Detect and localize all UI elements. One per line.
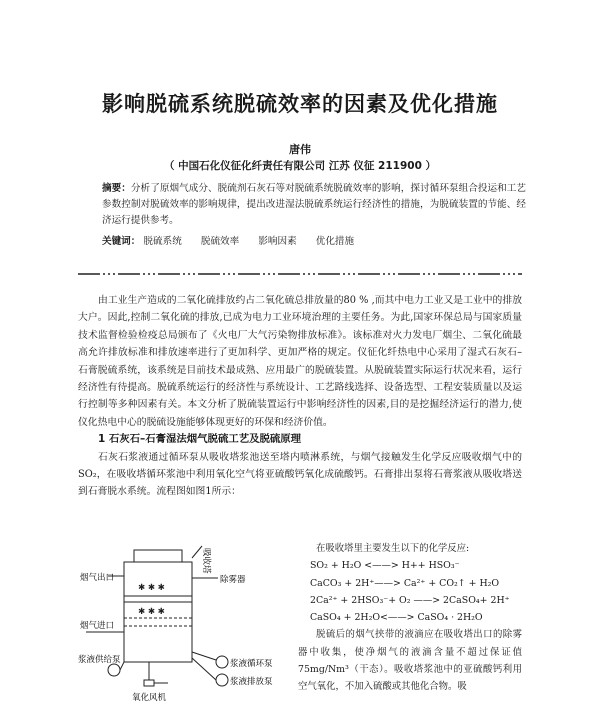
equation: CaSO₄ + 2H₂O<——> CaSO₄ · 2H₂O bbox=[310, 612, 483, 624]
author-affiliation: （ 中国石化仪征化纤责任有限公司 江苏 仪征 211900 ） bbox=[163, 160, 437, 172]
keywords bbox=[102, 233, 526, 247]
author-name: 唐伟 bbox=[289, 143, 311, 156]
right-column bbox=[298, 540, 522, 696]
abstract bbox=[102, 181, 526, 229]
diagram-svg bbox=[78, 540, 286, 705]
recirc-pump-symbol bbox=[216, 656, 228, 668]
keyword: 脱硫效率 bbox=[200, 236, 240, 247]
abstract-label: 摘要： bbox=[102, 183, 131, 194]
label-slurry-supply: 浆液供给泵 bbox=[78, 655, 121, 665]
paragraph-intro: 由工业生产造成的二氧化硫排放约占二氧化硫总排放量的80 % ,而其中电力工业又是工业中的排放大户。因此,控制二氧化硫的排放,已成为电力工业环境治理的主要任务。为此,国家环保总局与国家质量技术监督检验检疫总局颁布了《火电厂大气污染物排放标准》。该标准对火力发电厂烟尘、二氧化硫最高允许排放标准和排放速率进行了更加科学、更加严格的规定。仪征化纤热电中心采用了湿式石灰石–石膏脱硫系统，该系统是目前技术最成熟、应用最广的脱硫装置。从脱硫装置实际运行状况来看，运行经济性有待提高。脱硫系统运行的经济性与系统设计、工艺路线选择、设备选型、工程安装质量以及运行控制等多种因素有关。本文分析了脱硫装置运行中影响经济性的因素,目的是挖掘经济运行的潜力,使仪化热电中心的脱硫设施能够体现更好的环保和经济价值。 bbox=[78, 295, 522, 428]
paragraph-demister: 脱硫后的烟气挟带的液滴应在吸收塔出口的除雾器中收集，使净烟气的液滴含量不超过保证值75mg/Nm³（干态）。吸收塔浆池中的亚硫酸钙利用空气氧化，不加入硫酸或其他化合物。吸 bbox=[298, 629, 522, 693]
body-text bbox=[78, 292, 522, 501]
label-recirc-pump: 浆液循环泵 bbox=[230, 659, 273, 669]
label-oxidation-fan: 氧化风机 bbox=[132, 693, 167, 703]
label-flue-in: 烟气进口 bbox=[80, 621, 115, 631]
discharge-pump-symbol bbox=[216, 674, 228, 686]
section-divider bbox=[78, 271, 522, 277]
tower-top-outlet bbox=[134, 550, 182, 562]
paragraph-process: 石灰石浆液通过循环泵从吸收塔浆池送至塔内喷淋系统，与烟气接触发生化学反应吸收烟气中的SO₂，在吸收塔循环浆池中利用氧化空气将亚硫酸钙氧化成硫酸钙。石膏排出泵将石膏浆液从吸收塔送到石膏脱水系统。流程图如图1所示： bbox=[78, 451, 522, 498]
reaction-intro: 在吸收塔里主要发生以下的化学反应: bbox=[316, 543, 470, 554]
section-heading-1: 1 石灰石–石膏湿法烟气脱硫工艺及脱硫原理 bbox=[98, 433, 302, 446]
equation: 2Ca²⁺ + 2HSO₃⁻+ O₂ ——> 2CaSO₄+ 2H⁺ bbox=[310, 594, 510, 606]
keyword: 优化措施 bbox=[315, 236, 355, 247]
svg-text:✱ ✱ ✱: ✱ ✱ ✱ bbox=[138, 583, 165, 593]
keyword: 影响因素 bbox=[258, 236, 297, 247]
abstract-text: 分析了原烟气成分、脱硫剂石灰石等对脱硫系统脱硫效率的影响，探讨循环泵组合投运和工艺参数控制对脱硫效率的影响规律，提出改进湿法脱硫系统运行经济性的措施，为脱硫装置的节能、经济运行提供参考。 bbox=[102, 183, 527, 226]
keywords-label: 关键词： bbox=[102, 236, 141, 247]
keyword: 脱硫系统 bbox=[143, 236, 182, 247]
label-demister: 除雾器 bbox=[220, 575, 246, 585]
label-flue-out: 烟气出口 bbox=[80, 573, 115, 583]
label-absorber: 吸收塔 bbox=[201, 548, 211, 574]
equation: SO₂ + H₂O <——> H++ HSO₃⁻ bbox=[310, 560, 460, 572]
supply-pump-symbol bbox=[108, 664, 120, 676]
svg-text:✱ ✱ ✱: ✱ ✱ ✱ bbox=[138, 607, 165, 617]
label-discharge-pump: 浆液排放泵 bbox=[230, 677, 273, 687]
process-flow-diagram bbox=[78, 540, 286, 705]
paper-title: 影响脱硫系统脱硫效率的因素及优化措施 bbox=[102, 92, 498, 116]
equation: CaCO₃ + 2H⁺——> Ca²⁺ + CO₂↑ + H₂O bbox=[310, 577, 500, 589]
